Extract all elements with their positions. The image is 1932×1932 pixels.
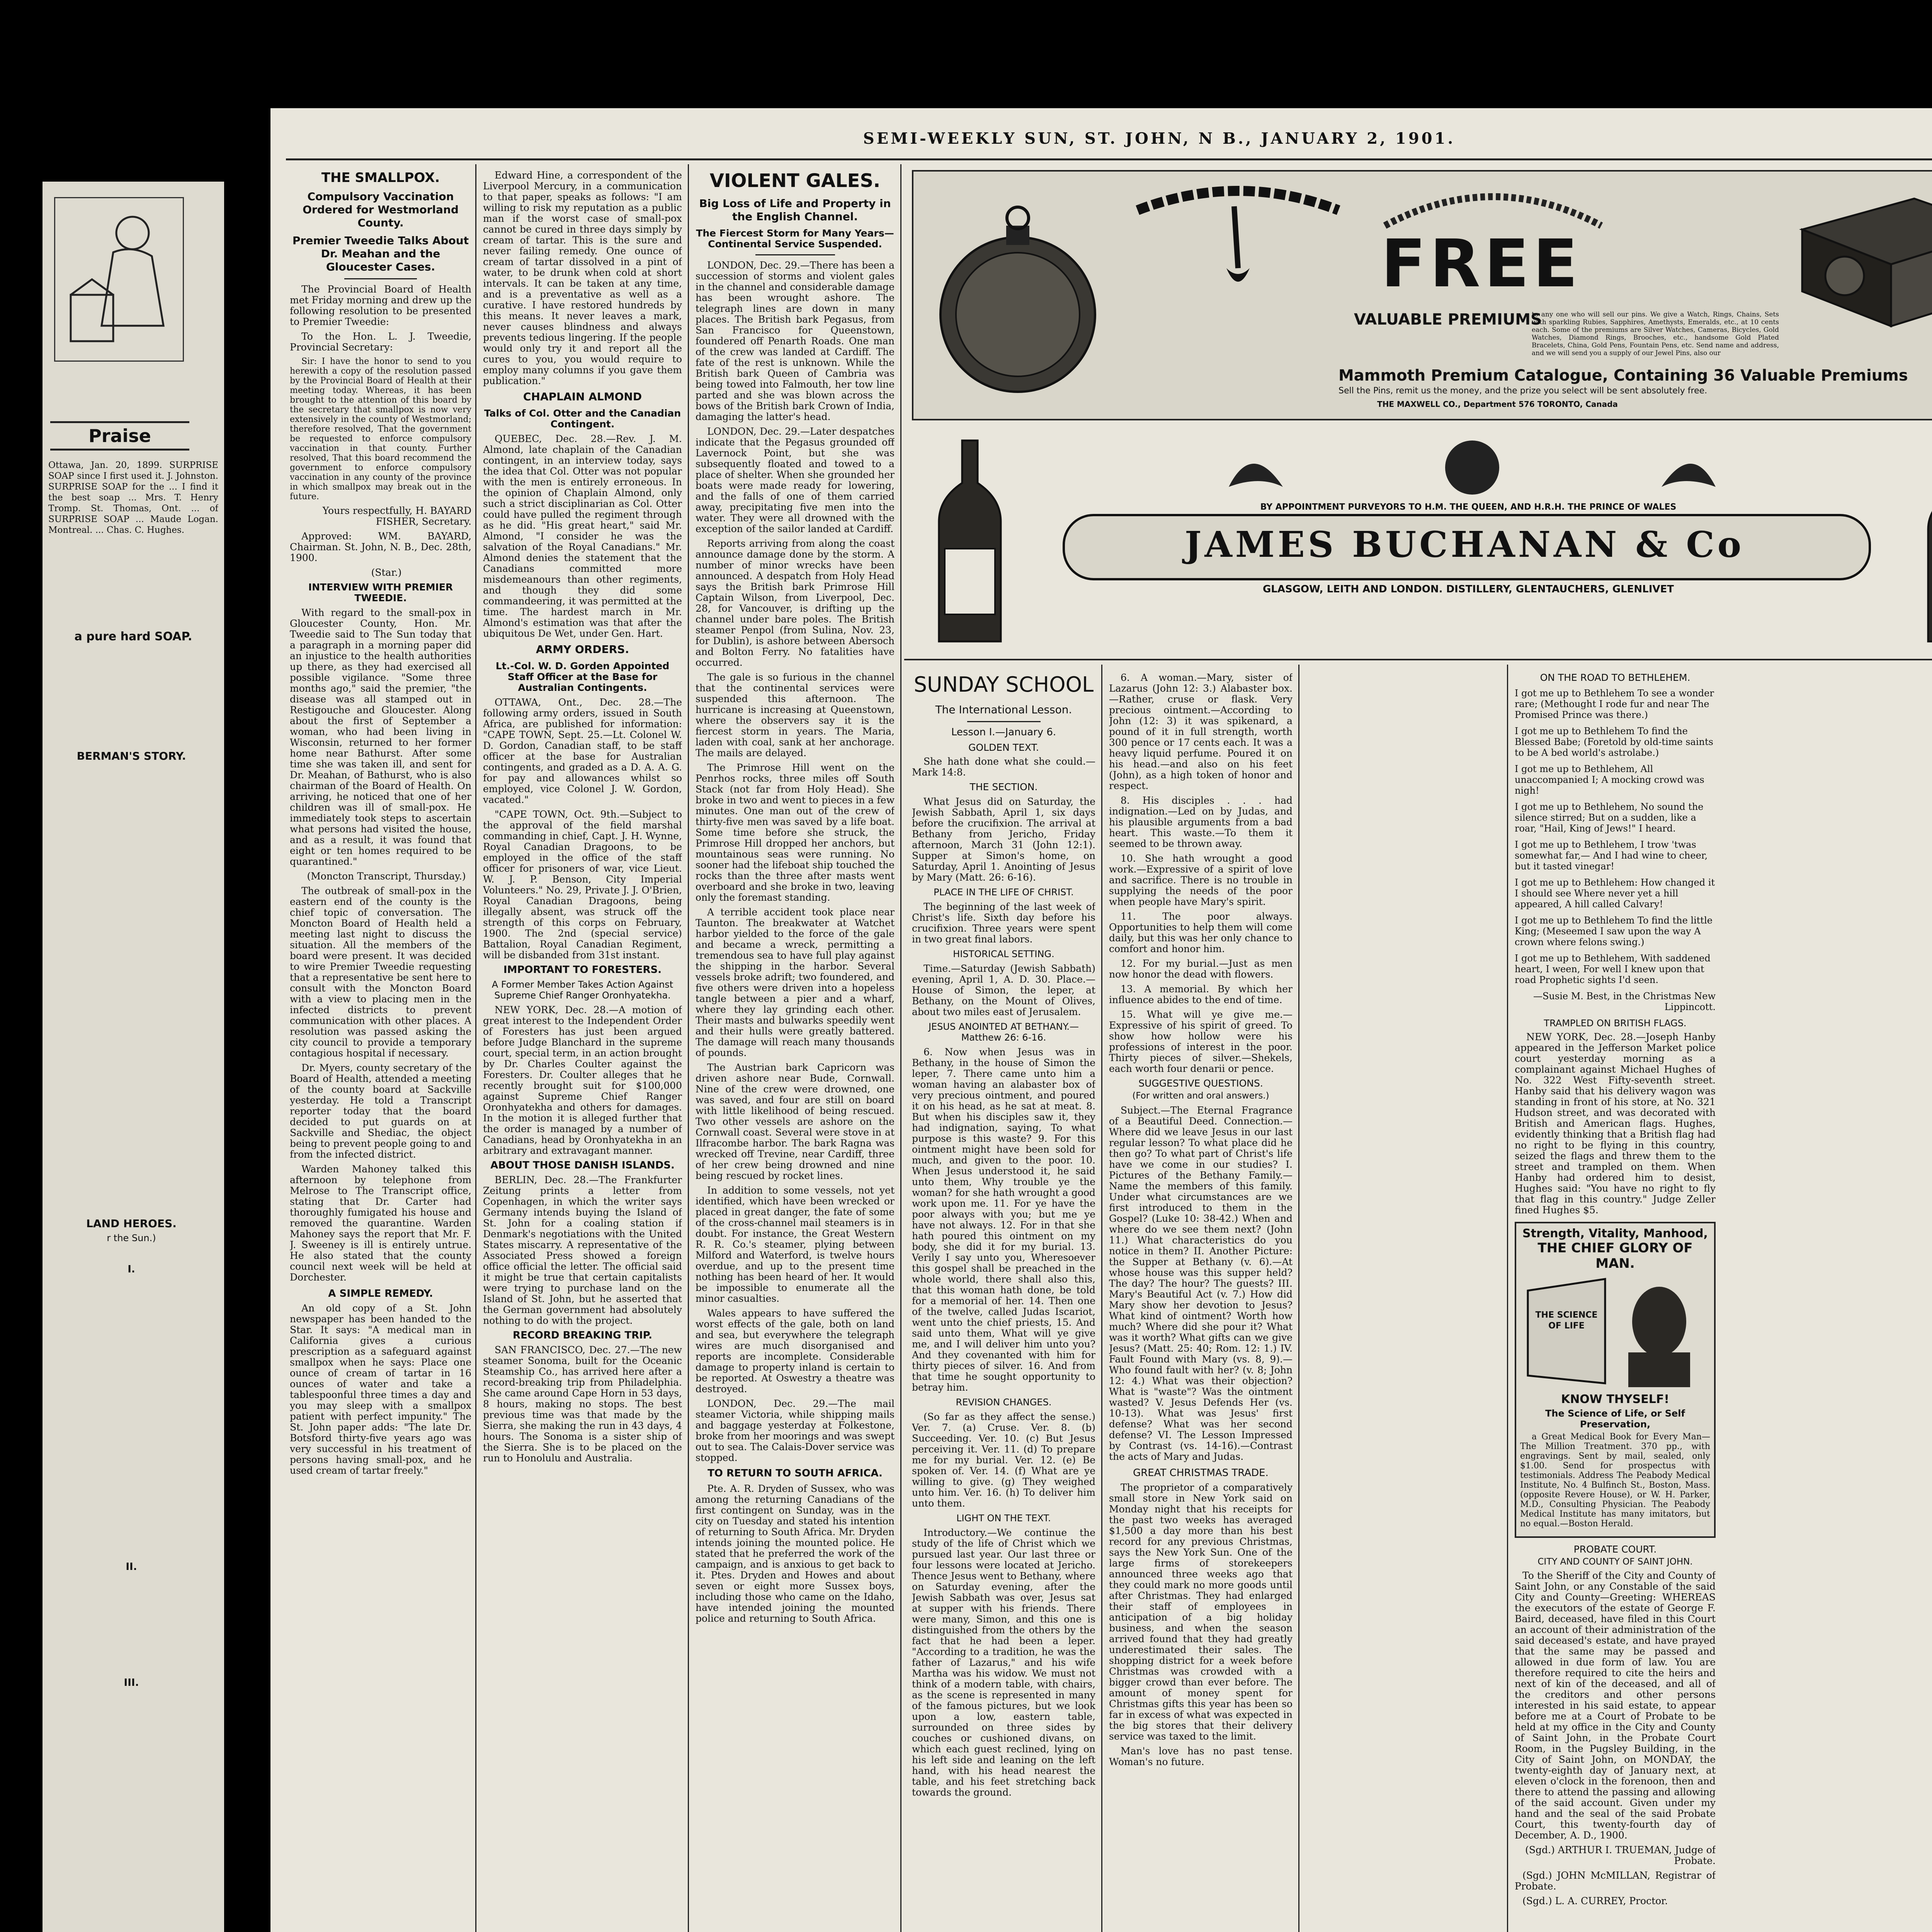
place-text: The beginning of the last week of Christ's life. Sixth day before his crucifixion. Three years were spent in two great final labors. bbox=[912, 901, 1095, 945]
trade-heading: GREAT CHRISTMAS TRADE. bbox=[1133, 1467, 1269, 1479]
poem-stanza: I got me up to Bethlehem, With saddened heart, I ween, For well I knew upon that road Prophetic sights I'd seen. bbox=[1515, 953, 1711, 985]
chain-illustration bbox=[1130, 179, 1346, 295]
scripture-text: 6. Now when Jesus was in Bethany, in the house of Simon the leper, 7. There came unto him a woman having an alabaster box of very precious ointment, and poured it on his head, as he sat at meat. 8. But when his disciples saw it, they had indignation, saying, To what purpose is this waste? 9. For this ointment might have been sold for much, and given to the poor. 10. When Jesus understood it, he said unto them, Why trouble ye the woman? for she hath wrought a good work upon me. 11. For ye have the poor always with you; but me ye have not always. 12. For in that she hath poured this ointment on my body, she did it for my burial. 13. Verily I say unto you, Wheresoever this gospel shall be preached in the whole world, there shall also this, that this woman hath done, be told for a memorial of her. 14. Then one of the twelve, called Judas Iscariot, went unto the chief priests, 15. And said unto them, What will ye give me, and I will deliver him unto you? And they covenanted with him for thirty pieces of silver. 16. And from that time he sought opportunity to betray him. bbox=[912, 1046, 1095, 1393]
foresters-text: NEW YORK, Dec. 28.—A motion of great interest to the Independent Order of Foresters has just been argued before Judge Blanchard in the supreme court, special term, in an action brought by Dr. Charles Coulter against the Foresters. Dr. Coulter alleges that he recently brought suit for $100,000 against Supreme Chief Ranger Oronhyatekha and others for damages. In the motion it is alleged further that the order is managed by a number of Canadians, head by Oronhyatekha in an arbitrary and extravagant manner. bbox=[483, 1004, 682, 1156]
poem-stanza: I got me up to Bethlehem To find the little King; (Meseemed I saw upon the way A crown where felons swing.) bbox=[1515, 915, 1713, 947]
heroes-part-3: III. bbox=[124, 1677, 139, 1689]
gales-deck: The Fiercest Storm for Many Years—Continental Service Suspended. bbox=[696, 228, 894, 250]
chief-glory-line: THE CHIEF GLORY OF MAN. bbox=[1537, 1240, 1693, 1271]
danish-text: BERLIN, Dec. 28.—The Frankfurter Zeitung prints a letter from Copenhagen, in which the writer says Germany intends buying the Island of St. John for a coaling station if Denmark's negotiations with the United States miscarry. A representative of the Associated Press showed a foreign office official the letter. The official said it might be true that certain capitalists were trying to purchase land on the Island of St. John, but he asserted that the German government had absolutely nothing to do with the project. bbox=[483, 1174, 682, 1326]
smallpox-letter-address: To the Hon. L. J. Tweedie, Provincial Secretary: bbox=[290, 331, 471, 353]
free-headline: FREE bbox=[1381, 226, 1582, 302]
poem-stanza: I got me up to Bethlehem, All unaccompanied I; A mocking crowd was nigh! bbox=[1515, 764, 1704, 796]
poem-stanza: I got me up to Bethlehem: How changed it I should see Where never yet a hill appeared, A hill called Calvary! bbox=[1515, 877, 1715, 910]
probate-judge: (Sgd.) ARTHUR I. TRUEMAN, Judge of Probate. bbox=[1525, 1844, 1716, 1866]
danish-headline: ABOUT THOSE DANISH ISLANDS. bbox=[490, 1160, 675, 1171]
foresters-headline: IMPORTANT TO FORESTERS. bbox=[503, 964, 662, 976]
gales-text-3: Reports arriving from along the coast announce damage done by the storm. A number of minor wrecks have been announced. A despatch from Holy Head says the British bark Primrose Hill Captain Wilson, from Liverpool, Dec. 28, for Vancouver, is drifting up the channel under bare poles. The British steamer Penpol (from Sulina, Nov. 23, for Dublin), is ashore between Abersoch and Bolton Ferry. No fatalities have occurred. bbox=[696, 538, 895, 668]
masthead: SEMI-WEEKLY SUN, ST. JOHN, N B., JANUARY 2, 1901. bbox=[863, 129, 1456, 148]
story-fragment bbox=[48, 769, 218, 1202]
notes-text-7: 15. What will ye give me.—Expressive of his spirit of greed. To show how hollow were his professions of interest in the poor. Thirty pieces of silver.—Shekels, each worth four denarii or pence. bbox=[1109, 1009, 1293, 1074]
smallpox-letter-signature: Yours respectfully, H. BAYARD FISHER, Secretary. bbox=[322, 505, 471, 527]
notes-text-4: 11. The poor always. Opportunities to help them will come daily, but this was her only chance to comfort and honor him. bbox=[1109, 911, 1293, 954]
column-rule bbox=[900, 164, 901, 1932]
poem-body bbox=[1515, 688, 1716, 1012]
record-headline: RECORD BREAKING TRIP. bbox=[513, 1330, 652, 1341]
masthead-rule bbox=[286, 158, 1932, 160]
buchanan-whisky-ad bbox=[912, 425, 1932, 653]
strength-line: Strength, Vitality, Manhood, bbox=[1522, 1227, 1708, 1240]
lesson-continuation bbox=[1109, 672, 1293, 1932]
interview-heading: INTERVIEW WITH PREMIER TWEEDIE. bbox=[308, 582, 453, 604]
gales-text-8: In addition to some vessels, not yet identified, which have been wrecked or placed in great danger, the fate of some of the cross-channel mail steamers is in doubt. For instance, the Great Western R. R. Co.'s steamer, plying between Milford and Waterford, is twelve hours overdue, and up to the present time nothing has been heard of her. It would be impossible to enumerate all the minor casualties. bbox=[696, 1185, 895, 1304]
gales-headline: VIOLENT GALES. bbox=[709, 170, 881, 192]
place-heading: PLACE IN THE LIFE OF CHRIST. bbox=[934, 887, 1074, 898]
gales-text-1: LONDON, Dec. 29.—There has been a succession of storms and violent gales in the channel and considerable damage has been wrought ashore. The telegraph lines are down in many places. The British bark Pegasus, from San Francisco for Queenstown, foundered off Penarth Roads. One man of the crew was landed at Cardiff. The fate of the rest is unknown. While the British bark Queen of Cambria was being towed into Falmouth, her tow line parted and she was blown across the bows of the British bark Crown of India, damaging the latter's head. bbox=[696, 260, 895, 422]
gales-text-9: Wales appears to have suffered the worst effects of the gale, both on land and sea, but everywhere the telegraph wires are much disorganised and reports are incomplete. Considerable damage to property inland is certain to be reported. At Oswestry a theatre was destroyed. bbox=[696, 1308, 895, 1395]
divider bbox=[755, 254, 835, 255]
gales-subheadline: Big Loss of Life and Property in the English Channel. bbox=[699, 197, 891, 223]
poem-stanza: I got me up to Bethlehem, No sound the silence stirred; But on a sudden, like a roar, "Hail, King of Jews!" I heard. bbox=[1515, 801, 1704, 834]
buchanan-cities: GLASGOW, LEITH AND LONDON. DISTILLERY, GLENTAUCHERS, GLENLIVET bbox=[1262, 583, 1674, 595]
premiums-description: to any one who will sell our pins. We give a Watch, Rings, Chains, Sets with sparkling Rubies, Sapphires, Amethysts, Emeralds, etc., at 10 cents each. Some of the premiums are Silver Watches, Cameras, Bicycles, Gold Watches, Diamond Rings, Brooches, etc., handsome Gold Plated Bracelets, China, Gold Pens, Fountain Pens, etc. Send name and address, and we will send you a supply of our Jewel Pins, also our bbox=[1532, 311, 1779, 357]
heroes-credit: r the Sun.) bbox=[107, 1233, 156, 1243]
return-text: Pte. A. R. Dryden of Sussex, who was among the returning Canadians of the first contingent on Sunday, was in the city on Tuesday and stated his intention of returning to South Africa. Mr. Dryden intends joining the mounted police. He stated that he preferred the work of the campaign, and is anxious to get back to it. Ptes. Dryden and Howes and about seven or eight more Sussex boys, including those who came on the Idaho, have intended joining the mounted police and returning to South Africa. bbox=[696, 1483, 895, 1624]
smallpox-headline: THE SMALLPOX. bbox=[321, 170, 440, 185]
army-subheadline: Lt.-Col. W. D. Gorden Appointed Staff Officer at the Base for Australian Contingents. bbox=[495, 660, 670, 693]
column-rule bbox=[688, 164, 689, 1932]
maxwell-company: THE MAXWELL CO., Department 576 TORONTO, Canada bbox=[1377, 400, 1618, 409]
sell-line: Sell the Pins, remit us the money, and the prize you select will be sent absolutely free. bbox=[1338, 386, 1708, 396]
poem-title: ON THE ROAD TO BETHLEHEM. bbox=[1540, 672, 1690, 683]
strength-ad-body: a Great Medical Book for Every Man—The Million Treatment. 370 pp., with engravings. Sent by mail, sealed, only $1.00. Send for prospectus with testimonials. Address The Peabody Medical Institute, No. 4 Bulfinch St., Boston, Mass. (opposite Revere House), or W. H. Parker, M.D., Consulting Physician. The Peabody Medical Institute has many imitators, but no equal.—Boston Herald. bbox=[1520, 1432, 1710, 1529]
smallpox-subheadline: Compulsory Vaccination Ordered for Westmorland County. bbox=[303, 190, 459, 229]
record-text: SAN FRANCISCO, Dec. 27.—The new steamer Sonoma, built for the Oceanic Steamship Co., has arrived here after a record-breaking trip from Philadelphia. She came around Cape Horn in 53 days, 8 hours, making no stops. The best previous time was that made by the Sierra, she making the run in 43 days, 4 hours. The Sonoma is a sister ship of the Sierra. She is to be placed on the run to Honolulu and Australia. bbox=[483, 1344, 682, 1464]
section-text: What Jesus did on Saturday, the Jewish Sabbath, April 1, six days before the crucifixion. The arrival at Bethany from Jericho, Friday afternoon, March 31 (John 12:1). Supper at Simon's home, on Saturday, April 1. Anointing of Jesus by Mary (Matt. 26: 6-16). bbox=[912, 796, 1095, 883]
gales-text-10: LONDON, Dec. 29.—The mail steamer Victoria, while shipping mails and baggage yesterday at Folkestone, broke from her moorings and was swept out to sea. The Calais-Dover service was stopped. bbox=[696, 1398, 895, 1463]
moncton-text-1: The outbreak of small-pox in the eastern end of the county is the chief topic of conversation. The Moncton Board of Health held a meeting last night to discuss the situation. All the members of the board were present. It was decided to wire Premier Tweedie requesting that a representative be sent here to consult with the Moncton Board with a view to placing men in the infected districts to prevent communication with other places. A resolution was passed asking the city council to provide a temporary contagious hospital if necessary. bbox=[290, 885, 471, 1059]
probate-registrar: (Sgd.) JOHN McMILLAN, Registrar of Probate. bbox=[1515, 1870, 1716, 1892]
story-heading: BERMAN'S STORY. bbox=[77, 750, 186, 762]
remedy-text: An old copy of a St. John newspaper has been handed to the Star. It says: "A medical man in California gives a curious prescription as a safeguard against smallpox when he says: Place one ounce of cream of tartar in 16 ounces of water and take a tablespoonful three times a day and you may sleep with a smallpox patient with perfect impunity." The St. John paper adds: "The late Dr. Botsford thirty-five years ago was very successful in his treatment of persons having small-pox, and he used cream of tartar freely." bbox=[290, 1303, 471, 1476]
light-heading: LIGHT ON THE TEXT. bbox=[956, 1513, 1051, 1524]
poem-stanza: I got me up to Bethlehem To find the Blessed Babe; (Foretold by old-time saints to be A bed world's astrolabe.) bbox=[1515, 726, 1713, 758]
moncton-text-2: Dr. Myers, county secretary of the Board of Health, attended a meeting of the county board at Sackville yesterday. He told a Transcript reporter today that the board decided to put guards on at Sackville and Shediac, the object being to prevent people going to and from the infected district. bbox=[290, 1062, 471, 1160]
column-seven bbox=[1515, 672, 1716, 1932]
camera-illustration bbox=[1787, 183, 1932, 330]
heroes-part-1: I. bbox=[128, 1264, 135, 1275]
trade-text: The proprietor of a comparatively small store in New York said on Monday night that his receipts for the past two weeks has averaged $1,500 a day more than his best record for any previous Christmas, says the New York Sun. One of the large firms of storekeepers announced three weeks ago that they could mark no more goods until after Christmas. They had enlarged their staff of employees in anticipation of a big holiday business, and when the season arrived found that they had greatly underestimated their sales. The shopping district for a week before Christmas was crowded with a bigger crowd than ever before. The amount of money spent for Christmas gifts this year has been so far in excess of what was expected in the big stores that their delivery service was taxed to the limit. bbox=[1109, 1482, 1293, 1742]
gales-text-4: The gale is so furious in the channel that the continental services were suspended this afternoon. The hurricane is increasing at Queenstown, where the observers say it is the fiercest storm in years. The Maria, laden with coal, sank at her anchorage. The mails are delayed. bbox=[696, 672, 895, 759]
heroes-heading: LAND HEROES. bbox=[86, 1217, 177, 1230]
probate-subheading: CITY AND COUNTY OF SAINT JOHN. bbox=[1537, 1557, 1693, 1567]
heroes-part-2: II. bbox=[126, 1561, 137, 1573]
trampled-heading: TRAMPLED ON BRITISH FLAGS. bbox=[1544, 1018, 1687, 1029]
newspaper-page bbox=[270, 108, 1932, 1932]
return-headline: TO RETURN TO SOUTH AFRICA. bbox=[707, 1468, 883, 1479]
chaplain-subheadline: Talks of Col. Otter and the Canadian Contingent. bbox=[484, 408, 681, 430]
smallpox-intro: The Provincial Board of Health met Friday morning and drew up the following resolution to be presented to Premier Tweedie: bbox=[290, 284, 471, 327]
suggestive-text: Subject.—The Eternal Fragrance of a Beautiful Deed. Connection.—Where did we leave Jesus in our last regular lesson? To what place did he then go? To what part of Christ's life have we come in our studies? I. Pictures of the Bethany Family.—Name the members of this family. Under what circumstances are we first introduced to them in the Gospel? (Luke 10: 38-42.) When and where do we see them next? (John 11.) What characteristics do you notice in them? II. Another Picture: the Supper at Bethany (v. 6).—At whose house was this supper held? The day? The hour? The guests? III. Mary's Beautiful Act (v. 7.) How did Mary show her devotion to Jesus? What kind of ointment? Worth how much? Where did she pour it? What was it worth? What gifts can we give Jesus? (Matt. 25: 40; Rom. 12: 1.) IV. Fault Found with Mary (vs. 8, 9).—Who found fault with her? (v. 8; John 12: 4.) What was their objection? What is "waste"? Was the ointment wasted? V. Jesus Defends Her (vs. 10-13). What was Jesus' first defense? What was her second defense? VI. The Lesson Impressed by Contrast (vs. 14-16).—Contrast the acts of Mary and Judas. bbox=[1109, 1105, 1293, 1462]
chaplain-headline: CHAPLAIN ALMOND bbox=[523, 390, 642, 403]
historical-heading: HISTORICAL SETTING. bbox=[953, 949, 1054, 959]
probate-proctor: (Sgd.) L. A. CURREY, Proctor. bbox=[1522, 1895, 1668, 1906]
smallpox-approval: Approved: WM. BAYARD, Chairman. St. John, N. B., Dec. 28th, 1900. bbox=[290, 531, 471, 563]
watch-illustration bbox=[929, 183, 1130, 400]
closing-quote: Man's love has no past tense. Woman's no future. bbox=[1109, 1745, 1293, 1767]
soap-woman-figure bbox=[55, 198, 183, 361]
foresters-subheadline: A Former Member Takes Action Against Supreme Chief Ranger Oronhyatekha. bbox=[492, 979, 673, 1001]
probate-heading: PROBATE COURT. bbox=[1573, 1544, 1657, 1555]
notes-text-1: 6. A woman.—Mary, sister of Lazarus (John 12: 3.) Alabaster box.—Rather, cruse or flask. Very precious ointment.—According to John (12: 3) it was spikenard, a pound of it in full strength, worth 300 pence or 17 cents each. It was a heavy liquid perfume. Poured it on his head.—and also on his feet (John), as a high token of honor and respect. bbox=[1109, 672, 1293, 791]
anointed-heading: JESUS ANOINTED AT BETHANY.—Matthew 26: 6-16. bbox=[928, 1021, 1079, 1043]
divider bbox=[344, 278, 417, 279]
smallpox-source: (Star.) bbox=[371, 567, 402, 578]
suggestive-heading: SUGGESTIVE QUESTIONS. bbox=[1138, 1078, 1263, 1089]
praise-testimonials: Ottawa, Jan. 20, 1899. SURPRISE SOAP since I first used it. J. Johnston. SURPRISE SOAP for the ... I find it the best soap ... Mrs. T. Henry Tromp. St. Thomas, Ont. ... of SURPRISE SOAP ... Maude Logan. Montreal. ... Chas. C. Hughes. bbox=[48, 460, 218, 535]
column-rule bbox=[1507, 665, 1508, 1932]
golden-text: She hath done what she could.—Mark 14:8. bbox=[912, 756, 1095, 778]
moncton-source: (Moncton Transcript, Thursday.) bbox=[307, 871, 466, 882]
buchanan-name: JAMES BUCHANAN & Co bbox=[1184, 524, 1745, 565]
trampled-text: NEW YORK, Dec. 28.—Joseph Hanby appeared in the Jefferson Market police court yesterday morning as a complainant against Michael Hughes of No. 322 West Fifty-seventh street. Hanby said that his delivery wagon was standing in front of his store, at No. 321 Hudson street, and was decorated with British and American flags. Hughes, evidently thinking that a British flag had no right to be flying in this country, seized the flags and threw them to the street and trampled on them. When Hanby had ordered him to desist, Hughes said: "You have no right to fly that flag in this country." Judge Zeller fined Hughes $5. bbox=[1515, 1031, 1716, 1216]
book-illustration-area bbox=[1520, 1275, 1710, 1391]
gales-text-2: LONDON, Dec. 29.—Later despatches indicate that the Pegasus grounded off Lavernock Point, but she was subsequently floated and towed to a place of shelter. When she grounded her boats were made ready for lowering, and the falls of one of them carried away, precipitating five men into the water. They were all drowned with the exception of the sailor landed at Cardiff. bbox=[696, 426, 895, 534]
poem-stanza: I got me up to Bethlehem To see a wonder rare; (Methought I rode fur and near The Promised Prince was there.) bbox=[1515, 688, 1714, 720]
notes-text-6: 13. A memorial. By which her influence abides to the end of time. bbox=[1109, 983, 1293, 1005]
sunday-school-headline: SUNDAY SCHOOL bbox=[913, 672, 1094, 697]
bottle-left-illustration bbox=[923, 433, 1016, 649]
army-text-2: "CAPE TOWN, Oct. 9th.—Subject to the approval of the field marshal commanding in chief, Capt. J. H. Wynne, Royal Canadian Dragoons, to be employed in the office of the staff officer for prisoners of war, vice Lieut. W. J. P. Benson, City Imperial Volunteers." No. 29, Private J. J. O'Brien, Royal Canadian Dragoons, being illegally absent, was struck off the strength of this corps on February, 1900. The 2nd (special service) Battalion, Royal Canadian Regiment, will be disbanded from 31st instant. bbox=[483, 809, 682, 961]
notes-text-2: 8. His disciples . . . had indignation.—Led on by Judas, and his plausible arguments from a bad heart. This waste.—To them it seemed to be thrown away. bbox=[1109, 795, 1293, 849]
poem-credit: —Susie M. Best, in the Christmas New Lippincott. bbox=[1533, 991, 1716, 1012]
soap-tagline: a pure hard SOAP. bbox=[74, 630, 192, 643]
revision-text: (So far as they affect the sense.) Ver. 7. (a) Cruse. Ver. 8. (b) Succeeding. Ver. 10. (c) But Jesus perceiving it. Ver. 11. (d) To prepare me for my burial. Ver. 12. (e) Be spoken of. Ver. 14. (f) What are ye willing to give. (g) They weighed unto him. Ver. 16. (h) To deliver him unto them. bbox=[912, 1411, 1095, 1509]
know-thyself: KNOW THYSELF! bbox=[1561, 1393, 1670, 1406]
gales-text-7: The Austrian bark Capricorn was driven ashore near Bude, Cornwall. Nine of the crew were drowned, one was saved, and four are still on board with little likelihood of being rescued. Two other vessels are ashore on the Cornwall coast. Several were stove in at Ilfracombe harbor. The bark Ragna was wrecked off Trevine, near Cardiff, three of her crew being drowned and nine being rescued by rocket lines. bbox=[696, 1062, 895, 1181]
divider bbox=[967, 721, 1041, 722]
moncton-text-3: Warden Mahoney talked this afternoon by telephone from Melrose to The Transcript office, stating that Dr. Carter had thoroughly fumigated his house and removed the quarantine. Warden Mahoney says the report that Mr. F. J. Sweeney is ill is entirely untrue. He also stated that the county council next week will be held at Dorchester. bbox=[290, 1163, 471, 1283]
smallpox-letter-body: Sir: I have the honor to send to you herewith a copy of the resolution passed by the Provincial Board of Health at their meeting today. Whereas, it has been brought to the attention of this board by the secretary that smallpox is now very extensively in the county of Westmorland; therefore resolved, That the government be requested to enforce compulsory vaccination in that county. Further resolved, That this board recommend the government to enforce compulsory vaccination in any county of the province in which smallpox may break out in the future. bbox=[290, 357, 471, 502]
adjacent-page-strip bbox=[43, 182, 224, 1932]
hine-letter: Edward Hine, a correspondent of the Liverpool Mercury, in a communication to that paper, speaks as follows: "I am willing to risk my reputation as a public man if the worst case of small-pox cannot be cured in three days simply by cream of tartar. This is the sure and never failing remedy. One ounce of cream of tartar dissolved in a pint of water, to be drunk when cold at short intervals. It can be taken at any time, and is a preventative as well as a curative. I have restored hundreds by this means. It never leaves a mark, never causes blindness and always prevents tedious lingering. If the people would only try it and report all the cures to you, you would require to employ many columns if you gave them publication." bbox=[483, 170, 682, 386]
science-of-life-heading: The Science of Life, or Self Preservation, bbox=[1545, 1408, 1685, 1430]
golden-text-heading: GOLDEN TEXT. bbox=[968, 742, 1039, 753]
remedy-heading: A SIMPLE REMEDY. bbox=[328, 1288, 433, 1299]
strength-ad bbox=[1515, 1222, 1716, 1538]
smallpox-article bbox=[290, 170, 471, 1932]
gales-text-6: A terrible accident took place near Taunton. The breakwater at Watchet harbor yielded to the force of the gale and became a wreck, permitting a tremendous sea to have full play against the shipping in the harbor. Several vessels broke adrift; two foundered, and five others were driven into a hopeless tangle between a pier and a wharf, where they lay grinding each other. Their masts and bulwarks speedily went and their hulls were greatly battered. The damage will reach many thousands of pounds. bbox=[696, 906, 895, 1058]
notes-text-3: 10. She hath wrought a good work.—Expressive of a spirit of love and sacrifice. There is no trouble in supplying the needs of the poor when people have Mary's spirit. bbox=[1109, 853, 1293, 907]
lesson-number: Lesson I.—January 6. bbox=[951, 726, 1056, 738]
lesson-subheadline: The International Lesson. bbox=[935, 703, 1072, 716]
revision-heading: REVISION CHANGES. bbox=[956, 1397, 1052, 1408]
army-headline: ARMY ORDERS. bbox=[536, 643, 629, 656]
ad-separator bbox=[904, 659, 1932, 660]
book-and-portrait-illustration bbox=[1520, 1275, 1706, 1391]
column-two bbox=[483, 170, 682, 1932]
praise-heading: Praise bbox=[50, 421, 189, 451]
appointment-text: BY APPOINTMENT PURVEYORS TO H.M. THE QUEEN, AND H.R.H. THE PRINCE OF WALES bbox=[1260, 502, 1677, 512]
bottle-right-illustration bbox=[1917, 433, 1932, 649]
section-heading: THE SECTION. bbox=[969, 781, 1038, 793]
army-text-1: OTTAWA, Ont., Dec. 28.—The following army orders, issued in South Africa, are published for information: "CAPE TOWN, Sept. 25.—Lt. Colonel W. D. Gordon, Canadian staff, to be staff officer at the base for Australian contingents, and graded as a D. A. A. G. for pay and allowances whilst so employed, vice Colonel J. W. Gordon, vacated." bbox=[483, 697, 682, 805]
sunday-school-lesson bbox=[912, 672, 1095, 1932]
column-rule bbox=[475, 164, 476, 1932]
historical-text: Time.—Saturday (Jewish Sabbath) evening, April 1, A. D. 30. Place.—House of Simon, the leper, at Bethany, on the Mount of Olives, about two miles east of Jerusalem. bbox=[912, 963, 1095, 1017]
smallpox-deck: Premier Tweedie Talks About Dr. Meahan and the Gloucester Cases. bbox=[292, 234, 469, 273]
notes-text-5: 12. For my burial.—Just as men now honor the dead with flowers. bbox=[1109, 958, 1293, 980]
column-rule bbox=[1298, 665, 1299, 1932]
gales-text-5: The Primrose Hill went on the Penrhos rocks, three miles off South Stack (not far from Holy Head). She broke in two and went to pieces in a few minutes. One man out of the crew of thirty-five men was saved by a life boat. Some time before she struck, the Primrose Hill dropped her anchors, but mountainous seas were running. No sooner had the lifeboat ship touched the rocks than the three after masts went overboard and she broke in two, leaving only the foremast standing. bbox=[696, 762, 895, 903]
book-title: THE SCIENCE OF LIFE bbox=[1535, 1310, 1598, 1331]
light-text: Introductory.—We continue the study of the life of Christ which we pursued last year. Our last three or four lessons were located at Jericho. Thence Jesus went to Bethany, where on Saturday evening, after the Jewish Sabbath was over, Jesus sat at supper with his friends. There were many, Simon, and this one is distinguished from the others by the fact that he had been a leper. "According to a tradition, he was the father of Lazarus," and his wife Martha was his widow. We must not think of a modern table, with chairs, as the scene is represented in many of the famous pictures, but we look upon a low, eastern table, surrounded on three sides by couches or cushioned divans, on which each guest reclined, lying on his left side and leaning on the left hand, with his head nearest the table, and his feet stretching back towards the ground. bbox=[912, 1527, 1095, 1798]
column-rule bbox=[1101, 665, 1102, 1932]
suggestive-subheading: (For written and oral answers.) bbox=[1132, 1091, 1269, 1101]
free-premiums-ad bbox=[912, 170, 1932, 420]
catalogue-line: Mammoth Premium Catalogue, Containing 36 Valuable Premiums bbox=[1338, 367, 1908, 384]
soap-ad-illustration bbox=[54, 197, 184, 362]
gales-article bbox=[696, 170, 895, 1932]
probate-notice bbox=[1515, 1570, 1716, 1906]
poem-stanza: I got me up to Bethlehem, I trow 'twas somewhat far,— And I had wine to cheer, but it tasted vinegar! bbox=[1515, 839, 1708, 872]
premiums-line: VALUABLE PREMIUMS bbox=[1354, 311, 1542, 328]
chaplain-text: QUEBEC, Dec. 28.—Rev. J. M. Almond, late chaplain of the Canadian contingent, in an interview today, says the idea that Col. Otter was not popular with the men is entirely erroneous. In the opinion of Chaplain Almond, only such a strict disciplinarian as Col. Otter could have pulled the regiment through as he did. "His great heart," said Mr. Almond, "I consider he was the salvation of the Royal Canadians." Mr. Almond denies the statement that the Canadians committed more misdemeanours than other regiments, and though they did some commandeering, it was permitted at the time. The hardest march in Mr. Almond's estimation was that after the ubiquitous De Wet, under Gen. Hart. bbox=[483, 433, 682, 639]
probate-text: To the Sheriff of the City and County of Saint John, or any Constable of the said City and County—Greeting: WHEREAS the executors of the estate of George F. Baird, deceased, have filed in this Court an account of their administration of the said deceased's estate, and have prayed that the same may be passed and allowed in due form of law. You are therefore required to cite the heirs and next of kin of the deceased, and all of the creditors and other persons interested in his said estate, to appear before me at a Court of Probate to be held at my office in the City and County of Saint John, in the Probate Court Room, in the Pugsley Building, in the City of Saint John, on MONDAY, the twenty-eighth day of January next, at eleven o'clock in the forenoon, then and there to attend the passing and allowing of the said account. Given under my hand and the seal of the said Probate Court, this twenty-fourth day of December, A. D., 1900. bbox=[1515, 1570, 1716, 1841]
interview-text: With regard to the small-pox in Gloucester County, Hon. Mr. Tweedie said to The Sun today that a paragraph in a morning paper did an injustice to the health authorities up there, as they had exercised all possible vigilance. "Some three months ago," said the premier, "the disease was all stamped out in Restigouche and Gloucester. Along about the first of September a woman, who had been living in Wisconsin, returned to her former home near Bathurst. After some time she was taken ill, and sent for Dr. Meahan, of Bathurst, who is also chairman of the Board of Health. On arriving, he noticed that one of her children was ill of small-pox. He immediately took steps to ascertain what persons had visited the house, and as a result, it was found that eight or ten homes required to be quarantined." bbox=[290, 607, 471, 867]
